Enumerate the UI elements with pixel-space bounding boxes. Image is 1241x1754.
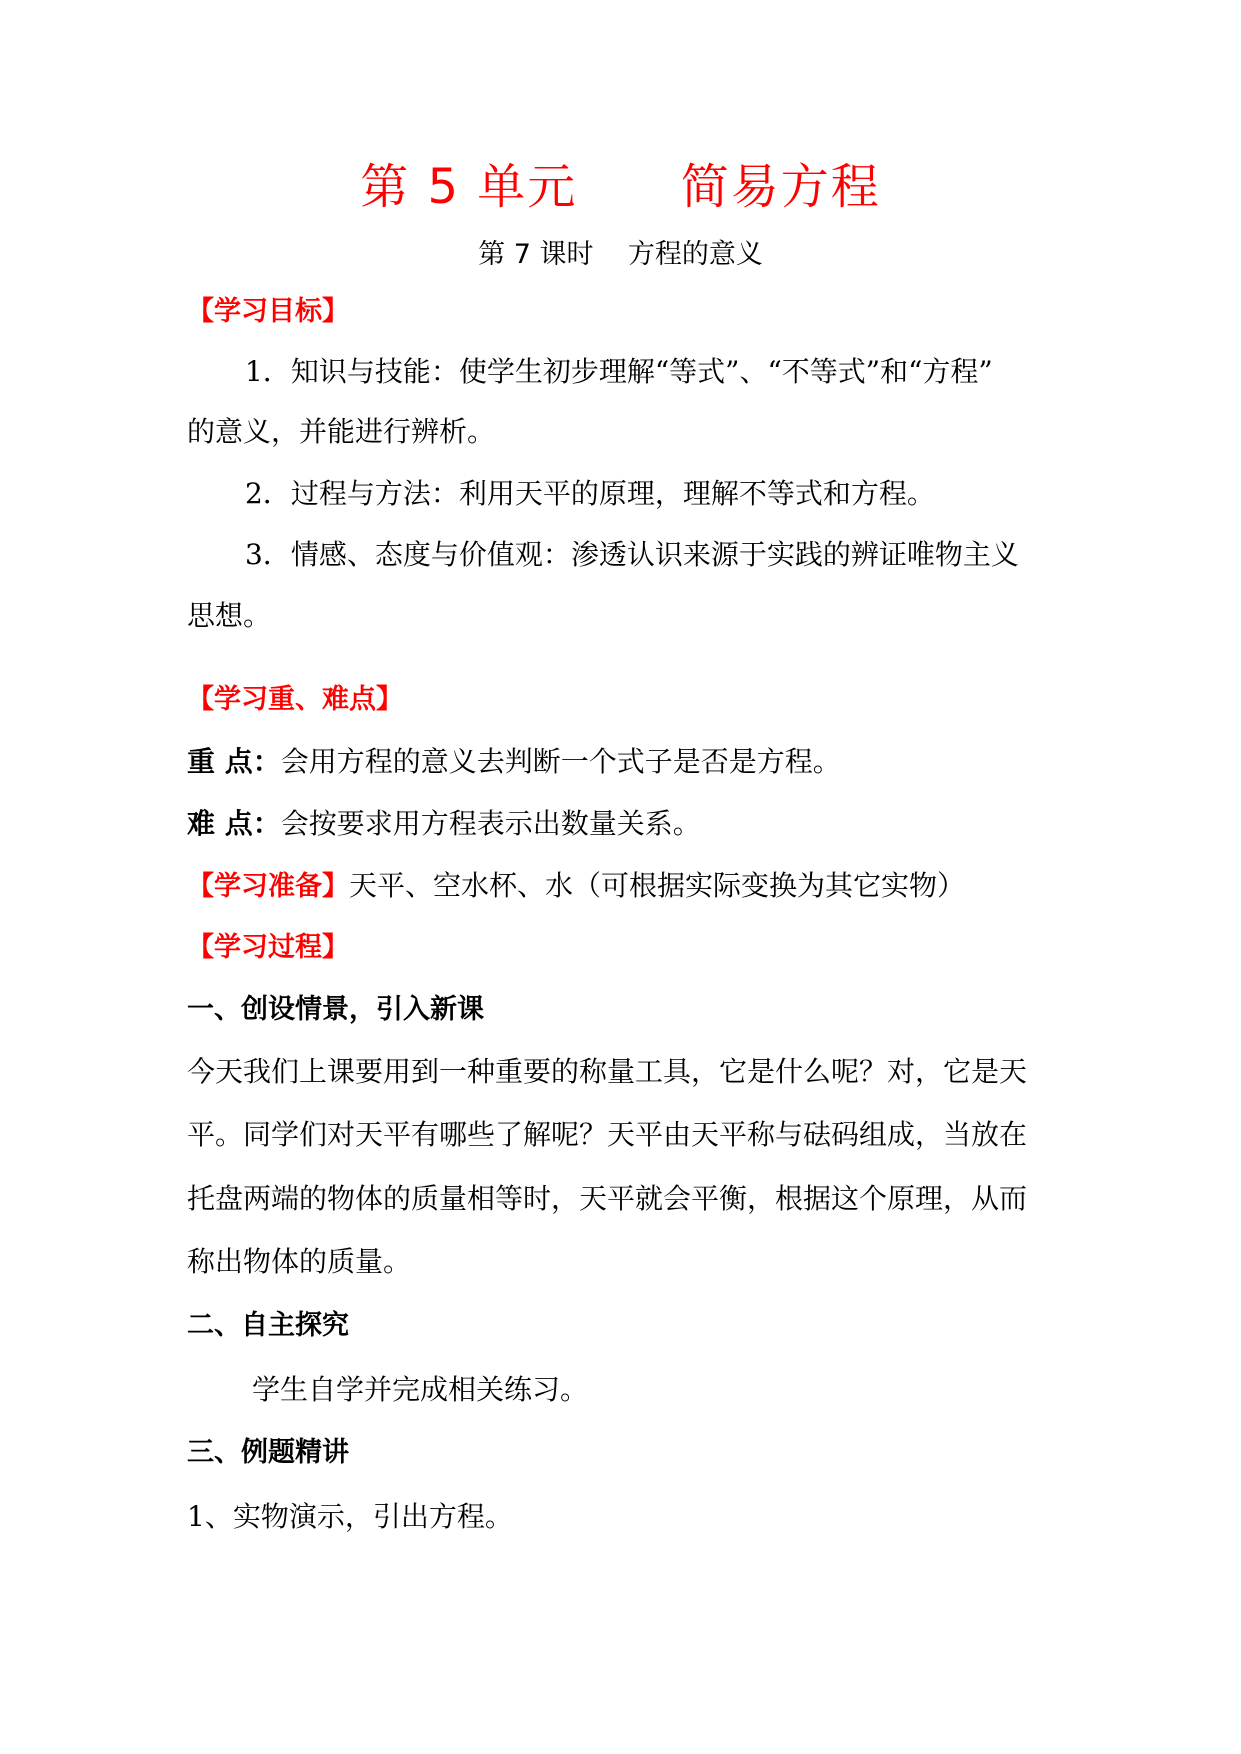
lesson-subtitle: 第 7 课时 方程的意义 [478,239,763,270]
difficult-point-row [187,804,1057,844]
key-point-label: 重 点： [187,745,281,778]
key-points-heading: 【学习重、难点】 [187,684,403,715]
section-2-title: 二、自主探究 [187,1310,349,1341]
section-3-item-1: 1、实物演示，引出方程。 [187,1500,513,1533]
preparation-row [187,866,1057,907]
unit-title: 第 5 单元 简易方程 [360,159,881,215]
objective-item-2: 2．过程与方法：利用天平的原理，理解不等式和方程。 [245,477,935,510]
section-1-line-1: 今天我们上课要用到一种重要的称量工具，它是什么呢？对，它是天 [187,1055,1028,1088]
objectives-heading: 【学习目标】 [187,296,349,327]
section-2-text: 学生自学并完成相关练习。 [252,1373,589,1406]
section-3-title: 三、例题精讲 [187,1437,349,1468]
preparation-heading: 【学习准备】 [187,871,349,902]
objective-item-1-line-2: 的意义，并能进行辨析。 [187,415,496,448]
key-point-text: 会用方程的意义去判断一个式子是否是方程。 [280,745,841,778]
section-1-title: 一、创设情景，引入新课 [187,994,484,1025]
difficult-point-text: 会按要求用方程表示出数量关系。 [280,807,701,840]
process-heading: 【学习过程】 [187,932,349,963]
key-point-row [187,742,1057,782]
objective-item-3-line-2: 思想。 [187,599,272,632]
objective-item-3-line-1: 3．情感、态度与价值观：渗透认识来源于实践的辨证唯物主义 [245,538,1019,571]
section-1-line-2: 平。同学们对天平有哪些了解呢？天平由天平称与砝码组成，当放在 [187,1118,1028,1151]
difficult-point-label: 难 点： [187,807,281,840]
section-1-line-4: 称出物体的质量。 [187,1245,412,1278]
objective-item-1-line-1: 1．知识与技能：使学生初步理解“等式”、“不等式”和“方程” [245,355,993,388]
section-1-line-3: 托盘两端的物体的质量相等时，天平就会平衡，根据这个原理，从而 [187,1182,1028,1215]
preparation-text: 天平、空水杯、水（可根据实际变换为其它实物） [349,869,966,902]
